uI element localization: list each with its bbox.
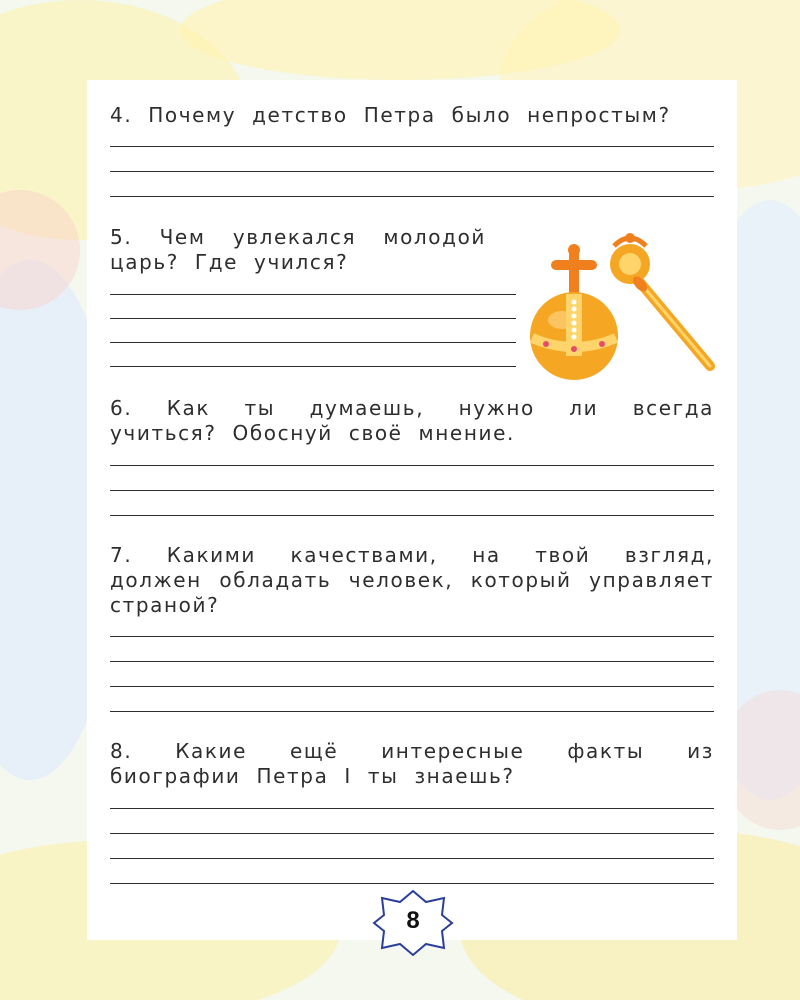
answer-line <box>110 294 516 295</box>
question-5: 5. Чем увлекался молодой царь? Где учился? <box>110 225 486 274</box>
answer-line <box>110 465 714 466</box>
answer-line <box>110 711 714 712</box>
answer-line <box>110 808 714 809</box>
question-4: 4. Почему детство Петра было непростым? <box>110 103 671 127</box>
worksheet-page <box>87 80 737 940</box>
question-7: 7. Какими качествами, на твой взгляд, должен обладать человек, который управляет страной? <box>110 543 714 617</box>
orb-icon <box>530 244 618 380</box>
answer-line <box>110 366 516 367</box>
answer-line <box>110 883 714 884</box>
answer-line <box>110 146 714 147</box>
answer-line <box>110 196 714 197</box>
answer-line <box>110 515 714 516</box>
answer-line <box>110 661 714 662</box>
answer-line <box>110 858 714 859</box>
answer-line <box>110 686 714 687</box>
question-6: 6. Как ты думаешь, нужно ли всегда учиться? Обоснуй своё мнение. <box>110 396 714 445</box>
answer-line <box>110 490 714 491</box>
answer-line <box>110 342 516 343</box>
question-8: 8. Какие ещё интересные факты из биографии Петра I ты знаешь? <box>110 739 714 788</box>
answer-line <box>110 833 714 834</box>
answer-line <box>110 171 714 172</box>
page-number: 8 <box>406 907 420 934</box>
answer-line <box>110 636 714 637</box>
scepter-icon <box>610 233 710 366</box>
answer-line <box>110 318 516 319</box>
royal-regalia-illustration <box>520 232 720 380</box>
